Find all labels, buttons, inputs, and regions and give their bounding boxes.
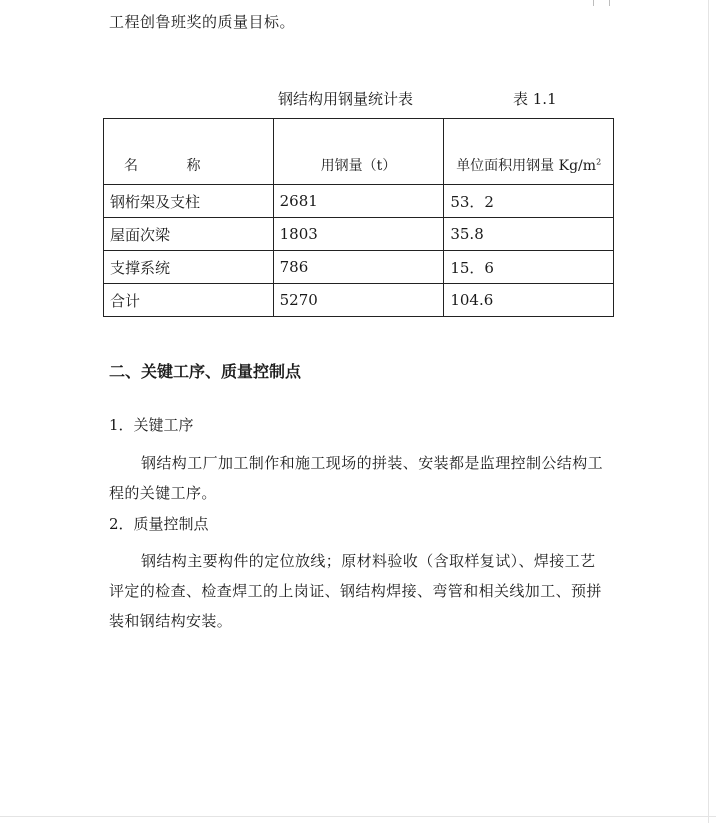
table-caption: 钢结构用钢量统计表 — [278, 90, 414, 108]
subsection-2-body: 钢结构主要构件的定位放线；原材料验收（含取样复试）、焊接工艺评定的检查、检查焊工的上岗证、钢结构焊接、弯管和相关线加工、预拼装和钢结构安装。 — [109, 552, 602, 630]
cell-usage: 786 — [273, 251, 444, 284]
table-header-row — [104, 119, 614, 185]
table-row — [104, 251, 614, 284]
subsection-1-body: 钢结构工厂加工制作和施工现场的拼装、安装都是监理控制公结构工程的关键工序。 — [109, 454, 604, 502]
cell-per-area: 15．6 — [444, 251, 614, 284]
cell-usage: 2681 — [273, 185, 444, 218]
header-unit-area-usage-label: 单位面积用钢量 Kg/m — [456, 158, 597, 174]
subsection-2-title: 2．质量控制点 — [109, 515, 209, 533]
header-steel-usage: 用钢量（t） — [273, 119, 444, 185]
cell-per-area: 35.8 — [444, 218, 614, 251]
table-row — [104, 185, 614, 218]
table-row — [104, 218, 614, 251]
subsection-1-title: 1．关键工序 — [109, 416, 194, 434]
cell-name: 合计 — [104, 284, 274, 317]
header-unit-area-usage — [444, 119, 614, 185]
cell-name: 屋面次梁 — [104, 218, 274, 251]
crop-mark-right — [609, 0, 610, 6]
section-heading: 二、关键工序、质量控制点 — [109, 362, 302, 381]
intro-line: 工程创鲁班奖的质量目标。 — [109, 13, 296, 31]
cell-usage: 1803 — [273, 218, 444, 251]
header-unit-superscript: 2 — [596, 157, 602, 167]
cell-per-area: 104.6 — [444, 284, 614, 317]
table-row — [104, 284, 614, 317]
cell-usage: 5270 — [273, 284, 444, 317]
page-edge-bottom — [0, 816, 716, 817]
cell-per-area: 53．2 — [444, 185, 614, 218]
page-edge-right — [708, 0, 709, 823]
cell-name: 钢桁架及支柱 — [104, 185, 274, 218]
header-name: 名 称 — [104, 119, 274, 185]
cell-name: 支撑系统 — [104, 251, 274, 284]
crop-mark-left — [593, 0, 594, 6]
table-number: 表 1.1 — [513, 90, 557, 108]
steel-usage-table — [103, 118, 614, 317]
